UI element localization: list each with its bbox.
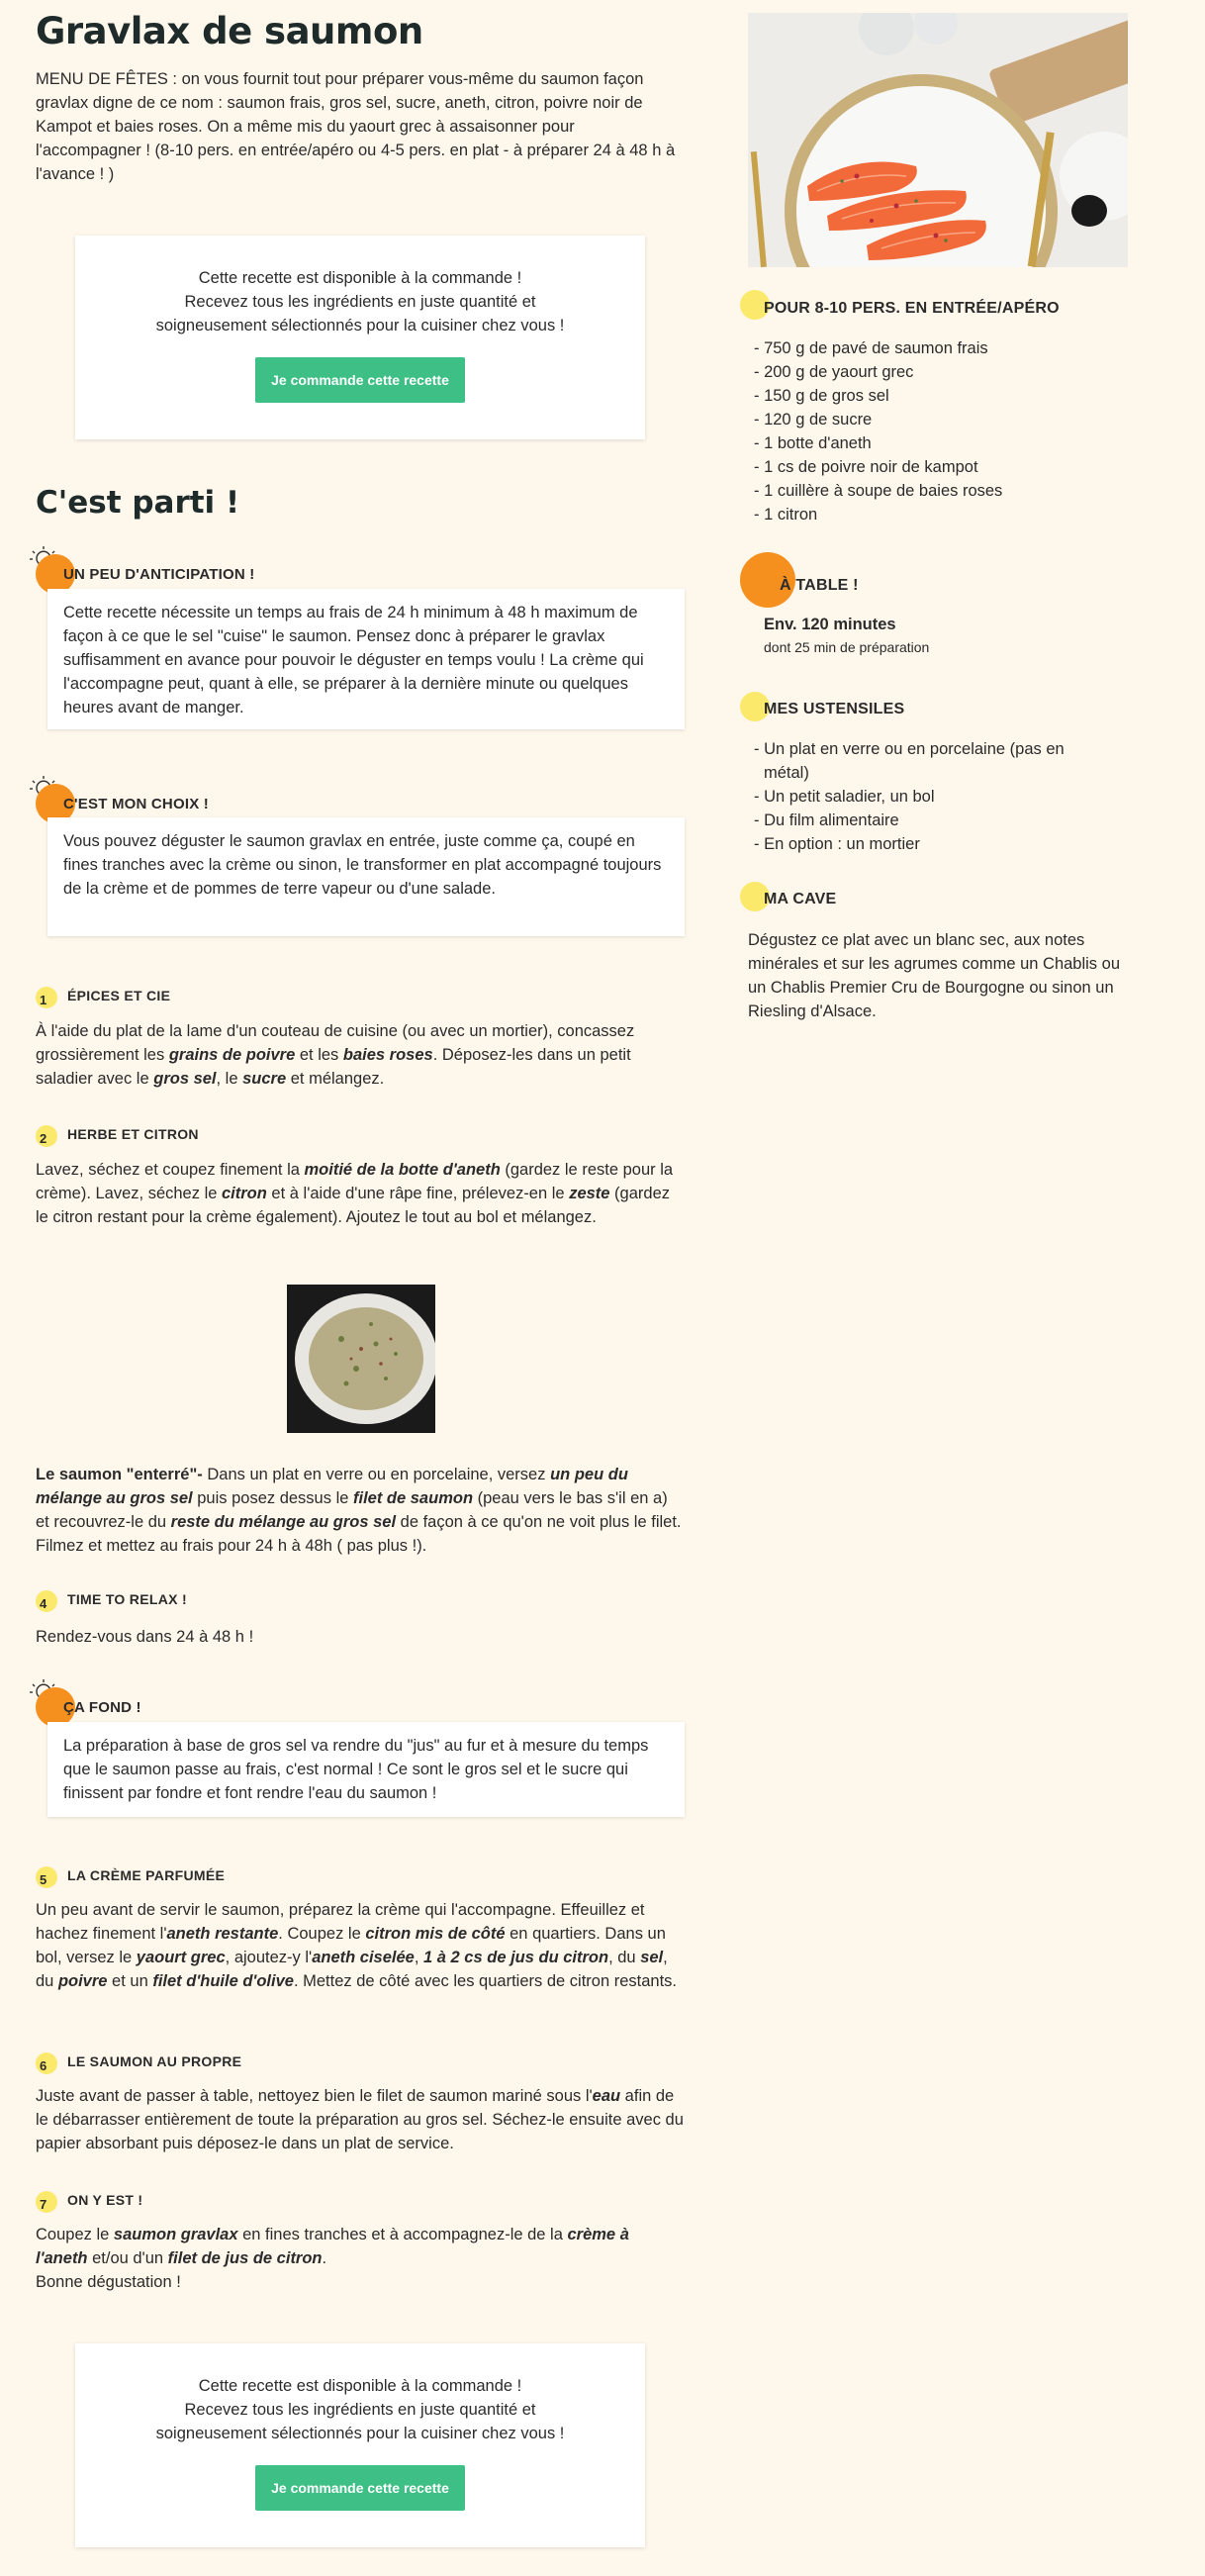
timing-title: À TABLE ! (780, 577, 859, 594)
list-item: métal) (764, 764, 809, 782)
list-item: - 1 cuillère à soupe de baies roses (754, 482, 1003, 500)
step-title: LA CRÈME PARFUMÉE (67, 1867, 226, 1883)
step-text: Un peu avant de servir le saumon, préparez la crème qui l'accompagne. Effeuillez et hachez finement l'aneth restante. Coupez le citron mis de côté en quartiers. Dans un bol, versez le yaourt grec, ajoutez-y l'aneth ciselée, 1 à 2 cs de jus du citron, du sel, du poivre et un filet d'huile d'olive. Mettez de côté avec les quartiers de citron restants. (36, 1901, 677, 1990)
recipe-title: Gravlax de saumon (36, 10, 423, 52)
order-card-top (75, 236, 645, 439)
tools-title: MES USTENSILES (764, 701, 905, 717)
cave-text: Dégustez ce plat avec un blanc sec, aux notes minérales et sur les agrumes comme un Chablis ou un Chablis Premier Cru de Bourgogne ou sinon un Riesling d'Alsace. (748, 931, 1120, 1020)
tip-title: C'EST MON CHOIX ! (63, 796, 209, 812)
list-item: - 1 botte d'aneth (754, 434, 872, 452)
recipe-photo (748, 13, 1128, 267)
tools-list (754, 737, 1065, 856)
list-item: - 200 g de yaourt grec (754, 363, 914, 381)
order-card-bottom (75, 2343, 645, 2547)
order-card-line3: soigneusement sélectionnés pour la cuisiner chez vous ! (155, 317, 565, 334)
timing-prep: dont 25 min de préparation (764, 639, 930, 655)
ingredients-title: POUR 8-10 PERS. EN ENTRÉE/APÉRO (764, 300, 1060, 317)
list-item: - 1 citron (754, 506, 818, 524)
order-recipe-button[interactable]: Je commande cette recette (255, 357, 465, 403)
step-title: TIME TO RELAX ! (67, 1591, 187, 1607)
order-card-line2: Recevez tous les ingrédients en juste quantité et (184, 293, 536, 311)
list-item: - Un plat en verre ou en porcelaine (pas en (754, 740, 1065, 758)
step-title: ON Y EST ! (67, 2192, 143, 2208)
step-text: Rendez-vous dans 24 à 48 h ! (36, 1628, 254, 1646)
tip-box: La préparation à base de gros sel va rendre du "jus" au fur et à mesure du temps que le saumon passe au frais, c'est normal ! Ce sont le gros sel et le sucre qui finissent par fondre et font rendre l'eau du saumon ! (47, 1722, 685, 1817)
ingredients-list (754, 336, 1002, 526)
step-number: 2 (40, 1131, 47, 1146)
cave-title: MA CAVE (764, 891, 837, 907)
step-title: HERBE ET CITRON (67, 1126, 199, 1142)
step-photo (287, 1285, 435, 1433)
step-number: 4 (40, 1596, 47, 1611)
step-text: À l'aide du plat de la lame d'un couteau de cuisine (ou avec un mortier), concassez grossièrement les grains de poivre et les baies roses. Déposez-les dans un petit saladier avec le gros sel, le sucre et mélangez. (36, 1022, 635, 1088)
order-card-line1: Cette recette est disponible à la commande ! (198, 2377, 522, 2395)
step-text: Juste avant de passer à table, nettoyez bien le filet de saumon mariné sous l'eau afin de le débarrasser entièrement de toute la préparation au gros sel. Séchez-le ensuite avec du papier absorbant puis déposez-le dans un plat de service. (36, 2087, 684, 2152)
step-number: 7 (40, 2197, 47, 2212)
list-item: - 120 g de sucre (754, 411, 873, 429)
list-item: - En option : un mortier (754, 835, 920, 853)
step-text: Lavez, séchez et coupez finement la moitié de la botte d'aneth (gardez le reste pour la crème). Lavez, séchez le citron et à l'aide d'une râpe fine, prélevez-en le zeste (gardez le citron restant pour la crème également). Ajoutez le tout au bol et mélangez. (36, 1161, 674, 1226)
step-title: ÉPICES ET CIE (67, 988, 171, 1003)
recipe-intro: MENU DE FÊTES : on vous fournit tout pour préparer vous-même du saumon façon gravlax digne de ce nom : saumon frais, gros sel, sucre, aneth, citron, poivre noir de Kampot et baies roses. On a même mis du yaourt grec à assaisonner pour l'accompagner ! (8-10 pers. en entrée/apéro ou 4-5 pers. en plat - à préparer 24 à 48 h à l'avance ! ) (36, 70, 676, 183)
order-card-line1: Cette recette est disponible à la commande ! (198, 269, 522, 287)
list-item: - 150 g de gros sel (754, 387, 889, 405)
list-item: - 1 cs de poivre noir de kampot (754, 458, 978, 476)
tip-box: Vous pouvez déguster le saumon gravlax en entrée, juste comme ça, coupé en fines tranches avec la crème ou sinon, le transformer en plat accompagné toujours de la crème et de pommes de terre vapeur ou d'une salade. (47, 817, 685, 936)
step-number: 5 (40, 1872, 47, 1887)
list-item: - Un petit saladier, un bol (754, 788, 935, 806)
timing-total: Env. 120 minutes (764, 616, 896, 633)
step-number: 1 (40, 993, 47, 1007)
list-item: - 750 g de pavé de saumon frais (754, 339, 988, 357)
order-recipe-button[interactable]: Je commande cette recette (255, 2465, 465, 2511)
order-card-line2: Recevez tous les ingrédients en juste quantité et (184, 2401, 536, 2419)
list-item: - Du film alimentaire (754, 811, 899, 829)
step-number: 6 (40, 2058, 47, 2073)
section-title: C'est parti ! (36, 485, 240, 521)
step-text: Le saumon "enterré"- Dans un plat en verre ou en porcelaine, versez un peu du mélange au gros sel puis posez dessus le filet de saumon (peau vers le bas s'il en a) et recouvrez-le du reste du mélange au gros sel de façon à ce qu'on ne voit plus le filet. Filmez et mettez au frais pour 24 h à 48h ( pas plus !). (36, 1466, 682, 1555)
step-title: LE SAUMON AU PROPRE (67, 2053, 242, 2069)
step-text: Coupez le saumon gravlax en fines tranches et à accompagnez-le de la crème à l'aneth et/ou d'un filet de jus de citron. Bonne dégustation ! (36, 2226, 629, 2291)
tip-title: UN PEU D'ANTICIPATION ! (63, 566, 255, 583)
tip-title: ÇA FOND ! (63, 1699, 141, 1716)
order-card-line3: soigneusement sélectionnés pour la cuisiner chez vous ! (155, 2425, 565, 2442)
tip-box: Cette recette nécessite un temps au frais de 24 h minimum à 48 h maximum de façon à ce que le sel "cuise" le saumon. Pensez donc à préparer le gravlax suffisamment en avance pour pouvoir le déguster en temps voulu ! La crème qui l'accompagne peut, quant à elle, se préparer à la dernière minute ou quelques heures avant de manger. (47, 589, 685, 729)
